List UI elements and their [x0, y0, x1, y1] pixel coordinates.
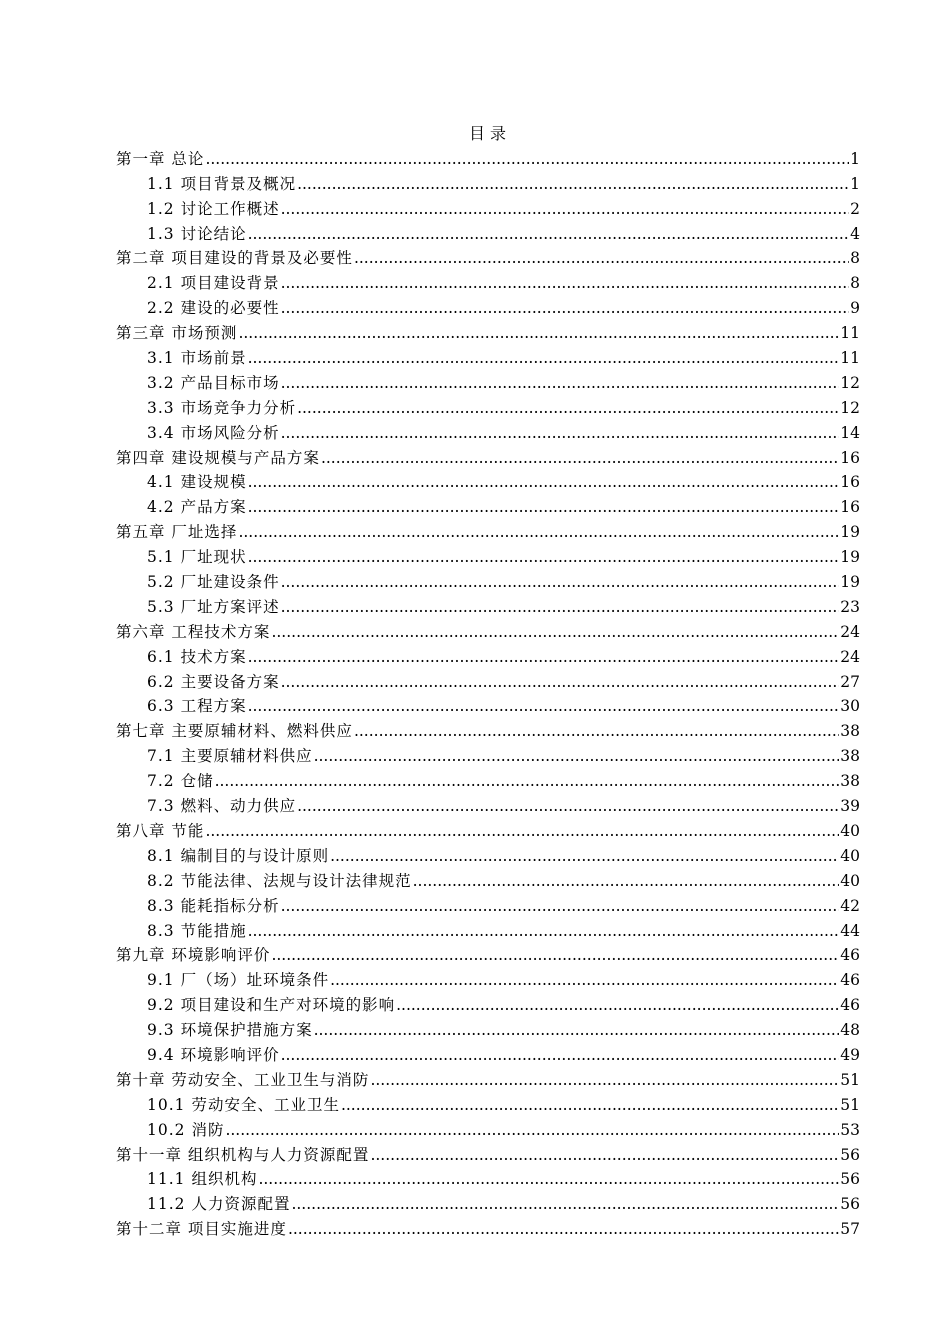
toc-entry[interactable]	[116, 493, 860, 518]
toc-entry-label: 5.1 厂址现状	[147, 548, 247, 567]
toc-entry-page-number: 9	[850, 299, 860, 318]
toc-entry[interactable]	[116, 518, 860, 543]
toc-entry-page-number: 16	[840, 473, 860, 492]
toc-entry[interactable]	[116, 1116, 860, 1141]
dot-leader	[205, 148, 849, 170]
toc-entry[interactable]	[116, 145, 860, 170]
toc-entry[interactable]	[116, 693, 860, 718]
toc-entry[interactable]	[116, 643, 860, 668]
toc-entry[interactable]	[116, 917, 860, 942]
toc-entry[interactable]	[116, 1066, 860, 1091]
toc-entry-label: 7.2 仓储	[147, 772, 214, 791]
toc-entry-page-number: 46	[840, 946, 860, 965]
toc-entry-label: 4.1 建设规模	[147, 473, 247, 492]
dot-leader	[370, 1069, 839, 1091]
toc-entry[interactable]	[116, 195, 860, 220]
toc-entry-label: 3.1 市场前景	[147, 349, 247, 368]
dot-leader	[205, 820, 839, 842]
toc-entry-label: 8.2 节能法律、法规与设计法律规范	[147, 871, 412, 890]
dot-leader	[248, 546, 840, 568]
toc-entry-label: 7.1 主要原辅材料供应	[147, 747, 313, 766]
toc-entry-label: 第十二章 项目实施进度	[116, 1220, 287, 1239]
toc-entry-page-number: 46	[840, 971, 860, 990]
toc-entry-page-number: 16	[840, 498, 860, 517]
toc-entry-page-number: 11	[840, 349, 860, 368]
dot-leader	[314, 745, 840, 767]
toc-entry-label: 第六章 工程技术方案	[116, 622, 271, 641]
toc-entry[interactable]	[116, 867, 860, 892]
dot-leader	[354, 720, 839, 742]
toc-entry-page-number: 40	[840, 821, 860, 840]
toc-entry-label: 11.2 人力资源配置	[147, 1195, 291, 1214]
toc-entry-label: 第十一章 组织机构与人力资源配置	[116, 1145, 370, 1164]
dot-leader	[281, 372, 840, 394]
toc-entry-label: 5.3 厂址方案评述	[147, 597, 280, 616]
dot-leader	[297, 397, 839, 419]
toc-entry-page-number: 24	[840, 647, 860, 666]
toc-entry-page-number: 24	[840, 622, 860, 641]
toc-entry-page-number: 12	[840, 398, 860, 417]
toc-entry-page-number: 38	[840, 772, 860, 791]
toc-entry-label: 9.1 厂（场）址环境条件	[147, 971, 330, 990]
toc-entry-label: 11.1 组织机构	[147, 1170, 258, 1189]
toc-entry[interactable]	[116, 394, 860, 419]
toc-entry-page-number: 4	[850, 224, 860, 243]
toc-entry-label: 9.3 环境保护措施方案	[147, 1021, 313, 1040]
toc-entry[interactable]	[116, 1041, 860, 1066]
toc-entry-page-number: 49	[840, 1045, 860, 1064]
dot-leader	[314, 1019, 840, 1041]
toc-entry-page-number: 14	[840, 423, 860, 442]
toc-entry[interactable]	[116, 344, 860, 369]
toc-title: 目 录	[468, 124, 507, 143]
dot-leader	[291, 1193, 839, 1215]
dot-leader	[238, 322, 839, 344]
toc-entry-page-number: 8	[850, 249, 860, 268]
dot-leader	[330, 845, 839, 867]
toc-entry[interactable]	[116, 543, 860, 568]
toc-entry-label: 1.2 讨论工作概述	[147, 199, 280, 218]
toc-entry-page-number: 42	[840, 896, 860, 915]
toc-entry-label: 1.1 项目背景及概况	[147, 174, 297, 193]
dot-leader	[297, 173, 849, 195]
toc-entry[interactable]	[116, 1016, 860, 1041]
dot-leader	[288, 1218, 839, 1240]
toc-entry-label: 7.3 燃料、动力供应	[147, 797, 297, 816]
toc-entry[interactable]	[116, 966, 860, 991]
dot-leader	[281, 596, 840, 618]
toc-entry-page-number: 38	[840, 722, 860, 741]
dot-leader	[370, 1144, 839, 1166]
toc-entry[interactable]	[116, 792, 860, 817]
dot-leader	[248, 646, 840, 668]
toc-entry[interactable]	[116, 668, 860, 693]
toc-entry-label: 3.3 市场竞争力分析	[147, 398, 297, 417]
toc-entry[interactable]	[116, 1215, 860, 1240]
toc-entry-page-number: 53	[840, 1120, 860, 1139]
toc-entry-label: 6.3 工程方案	[147, 697, 247, 716]
dot-leader	[271, 621, 839, 643]
toc-entry-page-number: 44	[840, 921, 860, 940]
dot-leader	[413, 870, 840, 892]
toc-entry-page-number: 48	[840, 1021, 860, 1040]
toc-entry-page-number: 27	[840, 672, 860, 691]
toc-entry[interactable]	[116, 1166, 860, 1191]
toc-entry[interactable]	[116, 1141, 860, 1166]
toc-entry-page-number: 19	[840, 523, 860, 542]
toc-entry[interactable]	[116, 742, 860, 767]
toc-entry-page-number: 19	[840, 573, 860, 592]
toc-entry[interactable]	[116, 369, 860, 394]
dot-leader	[297, 795, 839, 817]
toc-entry-page-number: 56	[840, 1145, 860, 1164]
toc-entry[interactable]	[116, 1190, 860, 1215]
dot-leader	[321, 447, 839, 469]
toc-entry-label: 3.2 产品目标市场	[147, 373, 280, 392]
dot-leader	[330, 969, 839, 991]
dot-leader	[248, 471, 840, 493]
dot-leader	[281, 297, 850, 319]
toc-entry-label: 第十章 劳动安全、工业卫生与消防	[116, 1070, 370, 1089]
toc-entry[interactable]	[116, 618, 860, 643]
toc-entry-label: 8.3 能耗指标分析	[147, 896, 280, 915]
toc-entry-page-number: 57	[840, 1220, 860, 1239]
toc-entry-page-number: 38	[840, 747, 860, 766]
toc-entry-label: 6.1 技术方案	[147, 647, 247, 666]
dot-leader	[248, 920, 840, 942]
toc-entry[interactable]	[116, 269, 860, 294]
dot-leader	[271, 944, 839, 966]
toc-entry-label: 第四章 建设规模与产品方案	[116, 448, 320, 467]
toc-entry-page-number: 39	[840, 797, 860, 816]
toc-entry[interactable]	[116, 593, 860, 618]
dot-leader	[238, 521, 839, 543]
toc-entry[interactable]	[116, 170, 860, 195]
toc-entry-page-number: 51	[840, 1095, 860, 1114]
toc-entry-page-number: 2	[850, 199, 860, 218]
toc-entry[interactable]	[116, 319, 860, 344]
toc-entry-label: 第二章 项目建设的背景及必要性	[116, 249, 353, 268]
dot-leader	[248, 496, 840, 518]
toc-entry[interactable]	[116, 717, 860, 742]
dot-leader	[396, 994, 839, 1016]
toc-entry-label: 8.3 节能措施	[147, 921, 247, 940]
dot-leader	[281, 198, 850, 220]
toc-entry[interactable]	[116, 568, 860, 593]
toc-entry-label: 第七章 主要原辅材料、燃料供应	[116, 722, 353, 741]
toc-entry-label: 1.3 讨论结论	[147, 224, 247, 243]
toc-entry-label: 第三章 市场预测	[116, 324, 238, 343]
toc-entry-label: 2.2 建设的必要性	[147, 299, 280, 318]
toc-entry-label: 9.2 项目建设和生产对环境的影响	[147, 996, 396, 1015]
dot-leader	[281, 272, 850, 294]
toc-entry-page-number: 1	[850, 149, 860, 168]
toc-entry[interactable]	[116, 991, 860, 1016]
toc-entry-label: 第一章 总论	[116, 149, 205, 168]
toc-entry-page-number: 56	[840, 1195, 860, 1214]
toc-entry-page-number: 23	[840, 597, 860, 616]
toc-entry[interactable]	[116, 444, 860, 469]
toc-entry-label: 10.1 劳动安全、工业卫生	[147, 1095, 340, 1114]
dot-leader	[215, 770, 840, 792]
toc-entry-page-number: 46	[840, 996, 860, 1015]
toc-entry-label: 4.2 产品方案	[147, 498, 247, 517]
dot-leader	[281, 671, 840, 693]
toc-entry-label: 第八章 节能	[116, 821, 205, 840]
toc-entry-page-number: 30	[840, 697, 860, 716]
dot-leader	[248, 695, 840, 717]
toc-entry-label: 10.2 消防	[147, 1120, 225, 1139]
dot-leader	[248, 347, 840, 369]
toc-entry-page-number: 40	[840, 871, 860, 890]
dot-leader	[281, 1044, 840, 1066]
toc-entry[interactable]	[116, 892, 860, 917]
toc-entry[interactable]	[116, 942, 860, 967]
toc-entry[interactable]	[116, 842, 860, 867]
toc-entry[interactable]	[116, 767, 860, 792]
toc-entry[interactable]	[116, 1091, 860, 1116]
toc-entry-label: 第五章 厂址选择	[116, 523, 238, 542]
toc-entry[interactable]	[116, 817, 860, 842]
toc-entry[interactable]	[116, 220, 860, 245]
dot-leader	[341, 1094, 839, 1116]
toc-entry[interactable]	[116, 245, 860, 270]
dot-leader	[281, 571, 840, 593]
dot-leader	[354, 247, 849, 269]
toc-entry-page-number: 11	[840, 324, 860, 343]
toc-entry-page-number: 51	[840, 1070, 860, 1089]
toc-entry-page-number: 40	[840, 846, 860, 865]
toc-entry-label: 6.2 主要设备方案	[147, 672, 280, 691]
dot-leader	[281, 895, 840, 917]
dot-leader	[281, 422, 840, 444]
toc-entry-page-number: 56	[840, 1170, 860, 1189]
toc-entry-page-number: 19	[840, 548, 860, 567]
toc-entry-label: 9.4 环境影响评价	[147, 1045, 280, 1064]
toc-entry[interactable]	[116, 294, 860, 319]
toc-entry[interactable]	[116, 469, 860, 494]
toc-entry-page-number: 12	[840, 373, 860, 392]
dot-leader	[225, 1119, 839, 1141]
toc-entry-page-number: 16	[840, 448, 860, 467]
toc-entry-label: 3.4 市场风险分析	[147, 423, 280, 442]
toc-entry-label: 8.1 编制目的与设计原则	[147, 846, 330, 865]
toc-entry-page-number: 1	[850, 174, 860, 193]
dot-leader	[258, 1168, 839, 1190]
toc-entry-page-number: 8	[850, 274, 860, 293]
toc-entry-label: 第九章 环境影响评价	[116, 946, 271, 965]
toc-entry[interactable]	[116, 419, 860, 444]
table-of-contents	[116, 145, 860, 1240]
dot-leader	[248, 223, 850, 245]
toc-entry-label: 5.2 厂址建设条件	[147, 573, 280, 592]
toc-entry-label: 2.1 项目建设背景	[147, 274, 280, 293]
